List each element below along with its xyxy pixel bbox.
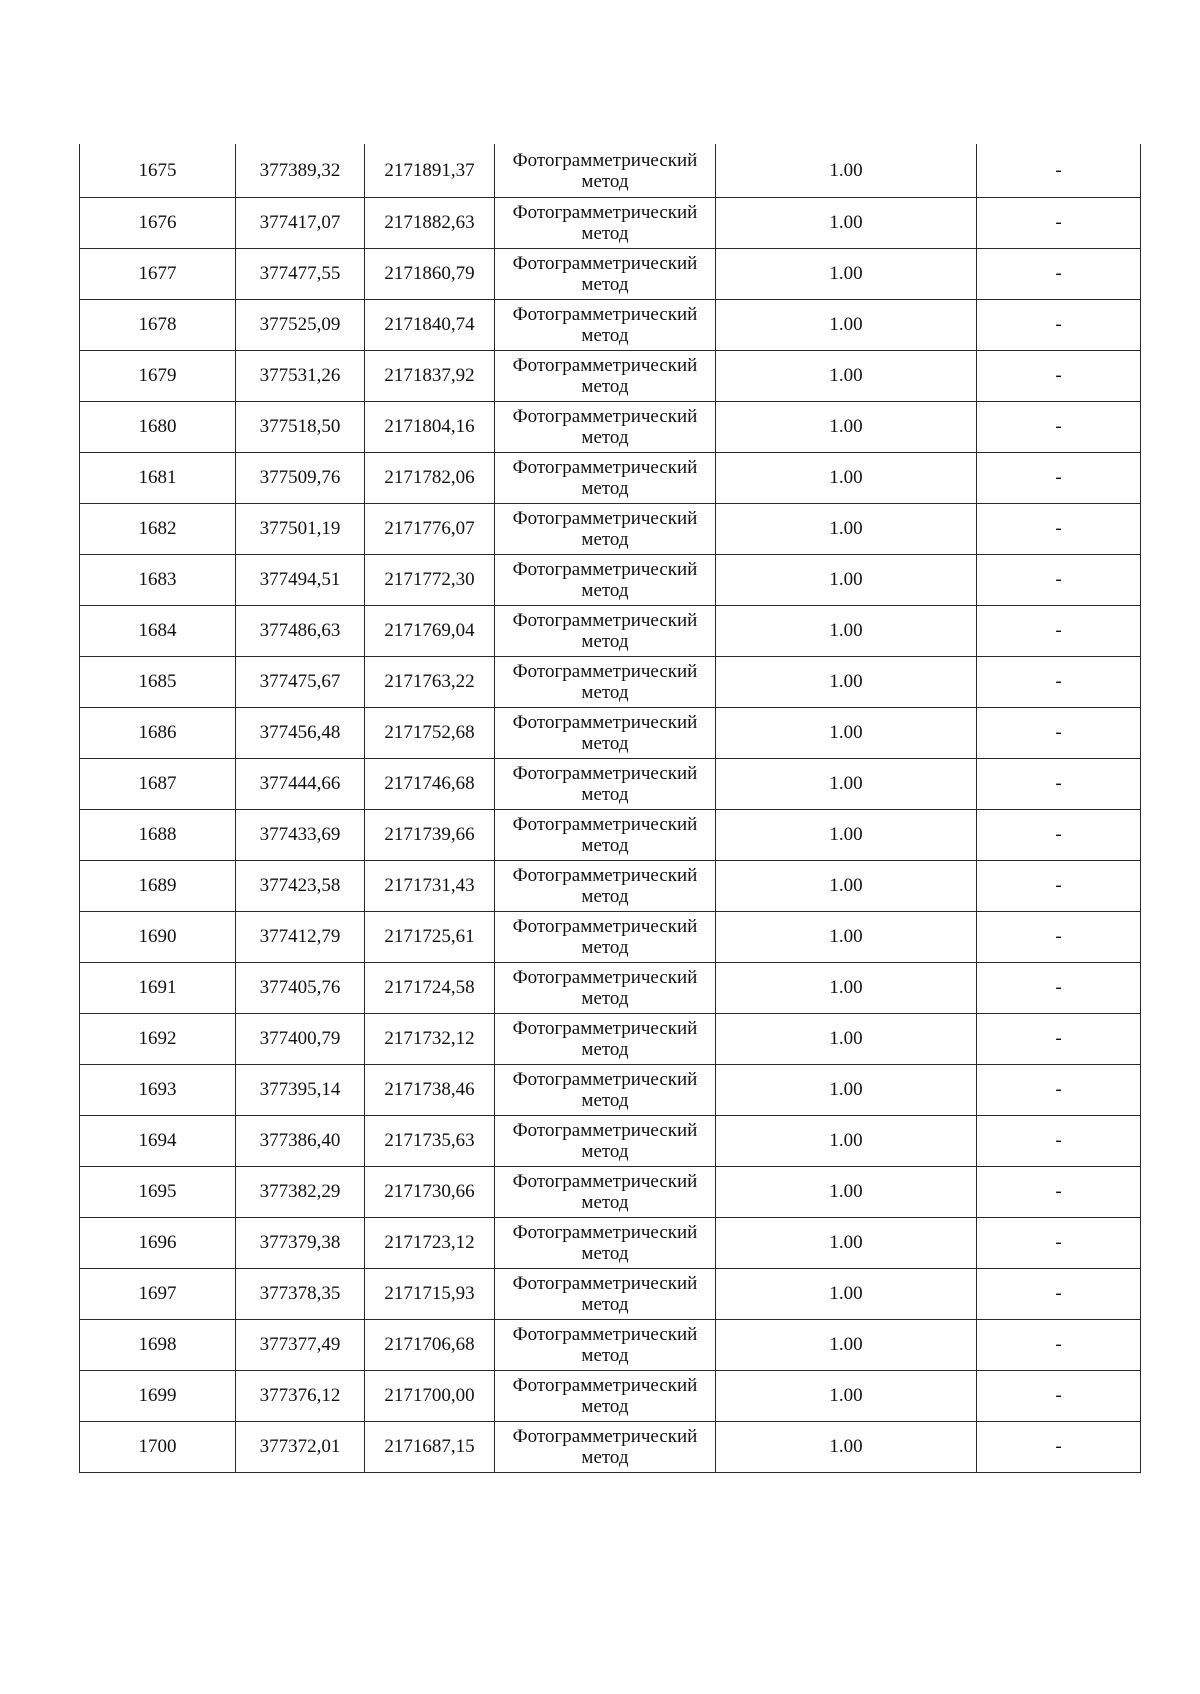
method-text-line1: Фотограмметрический bbox=[512, 355, 698, 376]
point-number-cell: 1693 bbox=[80, 1065, 236, 1116]
point-number-cell: 1688 bbox=[80, 810, 236, 861]
accuracy-cell: 1.00 bbox=[716, 1371, 977, 1422]
y-coordinate-cell: 2171891,37 bbox=[365, 144, 495, 198]
description-cell: - bbox=[977, 861, 1141, 912]
x-coordinate-cell: 377509,76 bbox=[236, 453, 365, 504]
point-number-cell: 1681 bbox=[80, 453, 236, 504]
method-text-line2: метод bbox=[581, 988, 629, 1009]
y-coordinate-cell: 2171700,00 bbox=[365, 1371, 495, 1422]
accuracy-cell: 1.00 bbox=[716, 1269, 977, 1320]
description-cell: - bbox=[977, 453, 1141, 504]
description-cell: - bbox=[977, 198, 1141, 249]
description-cell: - bbox=[977, 555, 1141, 606]
x-coordinate-cell: 377386,40 bbox=[236, 1116, 365, 1167]
accuracy-cell: 1.00 bbox=[716, 1065, 977, 1116]
y-coordinate-cell: 2171752,68 bbox=[365, 708, 495, 759]
method-text-line1: Фотограмметрический bbox=[512, 967, 698, 988]
point-number-cell: 1675 bbox=[80, 144, 236, 198]
y-coordinate-cell: 2171730,66 bbox=[365, 1167, 495, 1218]
point-number-cell: 1694 bbox=[80, 1116, 236, 1167]
x-coordinate-cell: 377405,76 bbox=[236, 963, 365, 1014]
y-coordinate-cell: 2171715,93 bbox=[365, 1269, 495, 1320]
method-text-line2: метод bbox=[581, 1192, 629, 1213]
method-cell bbox=[495, 861, 716, 912]
x-coordinate-cell: 377378,35 bbox=[236, 1269, 365, 1320]
method-text-line2: метод bbox=[581, 784, 629, 805]
y-coordinate-cell: 2171772,30 bbox=[365, 555, 495, 606]
method-text-line1: Фотограмметрический bbox=[512, 1426, 698, 1447]
method-text-line1: Фотограмметрический bbox=[512, 916, 698, 937]
description-cell: - bbox=[977, 657, 1141, 708]
table-row bbox=[80, 963, 1141, 1014]
accuracy-cell: 1.00 bbox=[716, 555, 977, 606]
description-cell: - bbox=[977, 1269, 1141, 1320]
description-cell: - bbox=[977, 912, 1141, 963]
accuracy-cell: 1.00 bbox=[716, 351, 977, 402]
method-text-line2: метод bbox=[581, 1243, 629, 1264]
method-text-line2: метод bbox=[581, 274, 629, 295]
description-cell: - bbox=[977, 504, 1141, 555]
method-cell bbox=[495, 1269, 716, 1320]
method-text-line1: Фотограмметрический bbox=[512, 253, 698, 274]
y-coordinate-cell: 2171738,46 bbox=[365, 1065, 495, 1116]
table-row bbox=[80, 912, 1141, 963]
table-row bbox=[80, 708, 1141, 759]
description-cell: - bbox=[977, 1014, 1141, 1065]
description-cell: - bbox=[977, 810, 1141, 861]
accuracy-cell: 1.00 bbox=[716, 657, 977, 708]
table-row bbox=[80, 1167, 1141, 1218]
method-text-line1: Фотограмметрический bbox=[512, 149, 698, 171]
y-coordinate-cell: 2171860,79 bbox=[365, 249, 495, 300]
method-text-line2: метод bbox=[581, 733, 629, 754]
y-coordinate-cell: 2171840,74 bbox=[365, 300, 495, 351]
method-cell bbox=[495, 657, 716, 708]
accuracy-cell: 1.00 bbox=[716, 453, 977, 504]
accuracy-cell: 1.00 bbox=[716, 1320, 977, 1371]
x-coordinate-cell: 377400,79 bbox=[236, 1014, 365, 1065]
table-row bbox=[80, 249, 1141, 300]
x-coordinate-cell: 377433,69 bbox=[236, 810, 365, 861]
point-number-cell: 1700 bbox=[80, 1422, 236, 1473]
method-cell bbox=[495, 1065, 716, 1116]
point-number-cell: 1692 bbox=[80, 1014, 236, 1065]
table-row bbox=[80, 144, 1141, 198]
table-row bbox=[80, 351, 1141, 402]
accuracy-cell: 1.00 bbox=[716, 861, 977, 912]
description-cell: - bbox=[977, 759, 1141, 810]
description-cell: - bbox=[977, 249, 1141, 300]
table-row bbox=[80, 402, 1141, 453]
table-row bbox=[80, 1014, 1141, 1065]
method-text-line2: метод bbox=[581, 325, 629, 346]
point-number-cell: 1686 bbox=[80, 708, 236, 759]
y-coordinate-cell: 2171769,04 bbox=[365, 606, 495, 657]
method-text-line1: Фотограмметрический bbox=[512, 508, 698, 529]
method-cell bbox=[495, 1320, 716, 1371]
method-cell bbox=[495, 1167, 716, 1218]
y-coordinate-cell: 2171763,22 bbox=[365, 657, 495, 708]
x-coordinate-cell: 377518,50 bbox=[236, 402, 365, 453]
method-text-line1: Фотограмметрический bbox=[512, 304, 698, 325]
table-row bbox=[80, 1371, 1141, 1422]
table-row bbox=[80, 657, 1141, 708]
method-cell bbox=[495, 1422, 716, 1473]
method-cell bbox=[495, 144, 716, 198]
x-coordinate-cell: 377501,19 bbox=[236, 504, 365, 555]
table-row bbox=[80, 1218, 1141, 1269]
method-text-line1: Фотограмметрический bbox=[512, 865, 698, 886]
method-text-line2: метод bbox=[581, 1294, 629, 1315]
method-text-line2: метод bbox=[581, 580, 629, 601]
method-text-line2: метод bbox=[581, 1447, 629, 1468]
point-number-cell: 1677 bbox=[80, 249, 236, 300]
x-coordinate-cell: 377376,12 bbox=[236, 1371, 365, 1422]
table-row bbox=[80, 504, 1141, 555]
table-row bbox=[80, 1065, 1141, 1116]
x-coordinate-cell: 377494,51 bbox=[236, 555, 365, 606]
point-number-cell: 1682 bbox=[80, 504, 236, 555]
method-cell bbox=[495, 198, 716, 249]
method-text-line2: метод bbox=[581, 223, 629, 244]
x-coordinate-cell: 377486,63 bbox=[236, 606, 365, 657]
description-cell: - bbox=[977, 1371, 1141, 1422]
point-number-cell: 1698 bbox=[80, 1320, 236, 1371]
y-coordinate-cell: 2171732,12 bbox=[365, 1014, 495, 1065]
x-coordinate-cell: 377475,67 bbox=[236, 657, 365, 708]
method-text-line2: метод bbox=[581, 427, 629, 448]
method-cell bbox=[495, 453, 716, 504]
accuracy-cell: 1.00 bbox=[716, 249, 977, 300]
accuracy-cell: 1.00 bbox=[716, 198, 977, 249]
method-text-line1: Фотограмметрический bbox=[512, 814, 698, 835]
point-number-cell: 1685 bbox=[80, 657, 236, 708]
method-text-line2: метод bbox=[581, 1141, 629, 1162]
description-cell: - bbox=[977, 351, 1141, 402]
table-row bbox=[80, 759, 1141, 810]
point-number-cell: 1690 bbox=[80, 912, 236, 963]
method-text-line2: метод bbox=[581, 835, 629, 856]
method-text-line2: метод bbox=[581, 886, 629, 907]
table-row bbox=[80, 861, 1141, 912]
accuracy-cell: 1.00 bbox=[716, 759, 977, 810]
method-text-line1: Фотограмметрический bbox=[512, 559, 698, 580]
description-cell: - bbox=[977, 1167, 1141, 1218]
method-cell bbox=[495, 1116, 716, 1167]
y-coordinate-cell: 2171731,43 bbox=[365, 861, 495, 912]
method-cell bbox=[495, 351, 716, 402]
point-number-cell: 1679 bbox=[80, 351, 236, 402]
method-cell bbox=[495, 1218, 716, 1269]
y-coordinate-cell: 2171776,07 bbox=[365, 504, 495, 555]
point-number-cell: 1699 bbox=[80, 1371, 236, 1422]
method-text-line1: Фотограмметрический bbox=[512, 661, 698, 682]
table-row bbox=[80, 555, 1141, 606]
method-text-line2: метод bbox=[581, 937, 629, 958]
point-number-cell: 1676 bbox=[80, 198, 236, 249]
table-row bbox=[80, 1116, 1141, 1167]
method-cell bbox=[495, 606, 716, 657]
point-number-cell: 1697 bbox=[80, 1269, 236, 1320]
x-coordinate-cell: 377412,79 bbox=[236, 912, 365, 963]
accuracy-cell: 1.00 bbox=[716, 402, 977, 453]
method-cell bbox=[495, 759, 716, 810]
coordinates-table bbox=[79, 144, 1141, 1473]
description-cell: - bbox=[977, 606, 1141, 657]
y-coordinate-cell: 2171804,16 bbox=[365, 402, 495, 453]
point-number-cell: 1678 bbox=[80, 300, 236, 351]
accuracy-cell: 1.00 bbox=[716, 963, 977, 1014]
table-row bbox=[80, 606, 1141, 657]
x-coordinate-cell: 377531,26 bbox=[236, 351, 365, 402]
method-text-line1: Фотограмметрический bbox=[512, 1069, 698, 1090]
method-cell bbox=[495, 1371, 716, 1422]
point-number-cell: 1683 bbox=[80, 555, 236, 606]
method-text-line2: метод bbox=[581, 682, 629, 703]
method-text-line1: Фотограмметрический bbox=[512, 763, 698, 784]
method-text-line2: метод bbox=[581, 478, 629, 499]
method-cell bbox=[495, 912, 716, 963]
method-cell bbox=[495, 300, 716, 351]
method-text-line2: метод bbox=[581, 1396, 629, 1417]
accuracy-cell: 1.00 bbox=[716, 606, 977, 657]
method-text-line1: Фотограмметрический bbox=[512, 1222, 698, 1243]
table-row bbox=[80, 810, 1141, 861]
method-cell bbox=[495, 1014, 716, 1065]
method-text-line1: Фотограмметрический bbox=[512, 1171, 698, 1192]
description-cell: - bbox=[977, 300, 1141, 351]
method-text-line2: метод bbox=[581, 1345, 629, 1366]
description-cell: - bbox=[977, 1218, 1141, 1269]
method-text-line1: Фотограмметрический bbox=[512, 457, 698, 478]
y-coordinate-cell: 2171882,63 bbox=[365, 198, 495, 249]
point-number-cell: 1680 bbox=[80, 402, 236, 453]
accuracy-cell: 1.00 bbox=[716, 144, 977, 198]
x-coordinate-cell: 377379,38 bbox=[236, 1218, 365, 1269]
y-coordinate-cell: 2171706,68 bbox=[365, 1320, 495, 1371]
table-row bbox=[80, 198, 1141, 249]
method-cell bbox=[495, 402, 716, 453]
method-cell bbox=[495, 249, 716, 300]
description-cell: - bbox=[977, 1422, 1141, 1473]
x-coordinate-cell: 377423,58 bbox=[236, 861, 365, 912]
method-cell bbox=[495, 555, 716, 606]
method-text-line2: метод bbox=[581, 631, 629, 652]
table-row bbox=[80, 300, 1141, 351]
method-text-line1: Фотограмметрический bbox=[512, 610, 698, 631]
x-coordinate-cell: 377382,29 bbox=[236, 1167, 365, 1218]
accuracy-cell: 1.00 bbox=[716, 1167, 977, 1218]
description-cell: - bbox=[977, 402, 1141, 453]
y-coordinate-cell: 2171746,68 bbox=[365, 759, 495, 810]
method-text-line1: Фотограмметрический bbox=[512, 1018, 698, 1039]
y-coordinate-cell: 2171687,15 bbox=[365, 1422, 495, 1473]
point-number-cell: 1696 bbox=[80, 1218, 236, 1269]
point-number-cell: 1689 bbox=[80, 861, 236, 912]
y-coordinate-cell: 2171735,63 bbox=[365, 1116, 495, 1167]
method-cell bbox=[495, 963, 716, 1014]
description-cell: - bbox=[977, 1065, 1141, 1116]
method-text-line1: Фотограмметрический bbox=[512, 406, 698, 427]
accuracy-cell: 1.00 bbox=[716, 300, 977, 351]
x-coordinate-cell: 377389,32 bbox=[236, 144, 365, 198]
accuracy-cell: 1.00 bbox=[716, 1218, 977, 1269]
point-number-cell: 1695 bbox=[80, 1167, 236, 1218]
method-text-line1: Фотограмметрический bbox=[512, 712, 698, 733]
coordinates-table-body bbox=[80, 144, 1141, 1473]
accuracy-cell: 1.00 bbox=[716, 912, 977, 963]
method-text-line1: Фотограмметрический bbox=[512, 1375, 698, 1396]
method-text-line2: метод bbox=[581, 1090, 629, 1111]
accuracy-cell: 1.00 bbox=[716, 1014, 977, 1065]
y-coordinate-cell: 2171782,06 bbox=[365, 453, 495, 504]
method-cell bbox=[495, 810, 716, 861]
y-coordinate-cell: 2171837,92 bbox=[365, 351, 495, 402]
method-text-line2: метод bbox=[581, 170, 629, 192]
y-coordinate-cell: 2171739,66 bbox=[365, 810, 495, 861]
point-number-cell: 1691 bbox=[80, 963, 236, 1014]
method-text-line1: Фотограмметрический bbox=[512, 1120, 698, 1141]
description-cell: - bbox=[977, 1320, 1141, 1371]
table-row bbox=[80, 453, 1141, 504]
description-cell: - bbox=[977, 144, 1141, 198]
x-coordinate-cell: 377417,07 bbox=[236, 198, 365, 249]
x-coordinate-cell: 377372,01 bbox=[236, 1422, 365, 1473]
x-coordinate-cell: 377477,55 bbox=[236, 249, 365, 300]
method-text-line2: метод bbox=[581, 1039, 629, 1060]
method-text-line1: Фотограмметрический bbox=[512, 1324, 698, 1345]
method-text-line1: Фотограмметрический bbox=[512, 1273, 698, 1294]
point-number-cell: 1687 bbox=[80, 759, 236, 810]
accuracy-cell: 1.00 bbox=[716, 1422, 977, 1473]
accuracy-cell: 1.00 bbox=[716, 504, 977, 555]
table-row bbox=[80, 1320, 1141, 1371]
method-cell bbox=[495, 504, 716, 555]
y-coordinate-cell: 2171723,12 bbox=[365, 1218, 495, 1269]
x-coordinate-cell: 377395,14 bbox=[236, 1065, 365, 1116]
x-coordinate-cell: 377456,48 bbox=[236, 708, 365, 759]
x-coordinate-cell: 377525,09 bbox=[236, 300, 365, 351]
method-text-line2: метод bbox=[581, 529, 629, 550]
x-coordinate-cell: 377377,49 bbox=[236, 1320, 365, 1371]
method-text-line2: метод bbox=[581, 376, 629, 397]
table-row bbox=[80, 1422, 1141, 1473]
y-coordinate-cell: 2171724,58 bbox=[365, 963, 495, 1014]
accuracy-cell: 1.00 bbox=[716, 708, 977, 759]
method-text-line1: Фотограмметрический bbox=[512, 202, 698, 223]
accuracy-cell: 1.00 bbox=[716, 810, 977, 861]
description-cell: - bbox=[977, 1116, 1141, 1167]
method-cell bbox=[495, 708, 716, 759]
x-coordinate-cell: 377444,66 bbox=[236, 759, 365, 810]
point-number-cell: 1684 bbox=[80, 606, 236, 657]
description-cell: - bbox=[977, 963, 1141, 1014]
description-cell: - bbox=[977, 708, 1141, 759]
table-row bbox=[80, 1269, 1141, 1320]
accuracy-cell: 1.00 bbox=[716, 1116, 977, 1167]
y-coordinate-cell: 2171725,61 bbox=[365, 912, 495, 963]
